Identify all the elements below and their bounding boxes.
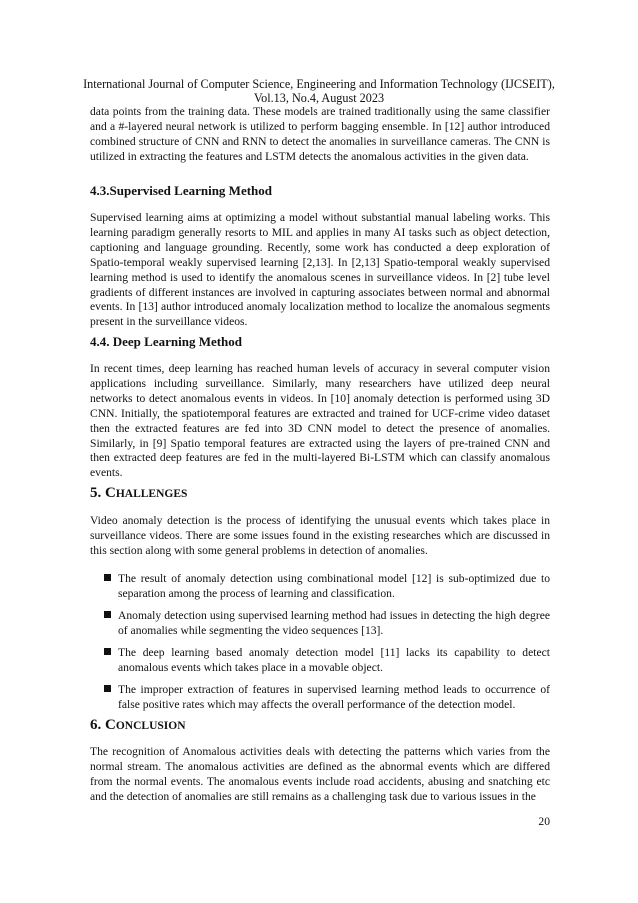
section-6-heading [90, 716, 186, 735]
intro-paragraph-block [90, 105, 550, 165]
list-item [90, 682, 550, 712]
list-item-text: The improper extraction of features in supervised learning method leads to occurrence of false positive rates which may affects the overall performance of the detection model. [118, 683, 550, 711]
section-5-heading [90, 484, 187, 503]
journal-volume-line: Vol.13, No.4, August 2023 [253, 91, 385, 105]
section-4-4-heading: 4.4. Deep Learning Method [90, 334, 243, 349]
section-4-3-heading: 4.3.Supervised Learning Method [90, 183, 273, 198]
list-item [90, 608, 550, 638]
section-5-number: 5. C [90, 485, 116, 501]
square-bullet-icon [104, 648, 111, 655]
section-5-body [90, 514, 550, 559]
intro-paragraph: data points from the training data. These models are trained traditionally using the same classifier and a #-layered neural network is utilized to perform bagging ensemble. In [12] author introduced combined structure of CNN and RNN to detect the anomalies in surveillance cameras. The CNN is utilized in extracting the features and LSTM detects the anomalous activities in the given data. [90, 105, 550, 163]
section-6-paragraph: The recognition of Anomalous activities deals with detecting the patterns which varies from the normal stream. The anomalous activities are defined as the abnormal events which are differed from the normal events. The anomalous events include road accidents, abusing and snatching etc and the detection of anomalies are still remains as a challenging task due to various issues in the [90, 745, 550, 803]
list-item-text: The result of anomaly detection using combinational model [12] is sub-optimized due to separation among the process of learning and classification. [118, 572, 550, 600]
list-item-text: The deep learning based anomaly detection model [11] lacks its capability to detect anomalous events which takes place in a movable object. [118, 646, 550, 674]
square-bullet-icon [104, 574, 111, 581]
section-4-4-body [90, 362, 550, 481]
section-6-title: ONCLUSION [115, 720, 186, 732]
section-5-paragraph: Video anomaly detection is the process of identifying the unusual events which takes place in surveillance videos. There are some issues found in the existing researches which are discussed in this section along with some general problems in detection of anomalies. [90, 514, 550, 557]
square-bullet-icon [104, 611, 111, 618]
section-4-3-body [90, 211, 550, 330]
section-5-title: HALLENGES [115, 488, 188, 500]
journal-title-line: International Journal of Computer Science, Engineering and Information Technology (IJCSEIT), [83, 77, 555, 91]
section-6-body [90, 745, 550, 805]
section-4-3-paragraph: Supervised learning aims at optimizing a model without substantial manual labeling works. This learning paradigm generally resorts to MIL and applies in many AI tasks such as object detection, captioning and language grounding. Recently, some work has conducted a deep exploration of Spatio-temporal weakly supervised learning [2,13]. In [2,13] Spatio-temporal weakly supervised learning method is used to identify the anomalous scenes in surveillance videos. In [2] tube level gradients of different instances are involved in capturing associates between normal and abnormal events. In [13] author introduced anomaly localization method to localize the anomalous segments present in the surveillance videos. [90, 211, 550, 329]
list-item [90, 571, 550, 601]
page-number: 20 [538, 815, 550, 828]
section-6-number: 6. C [90, 717, 116, 733]
list-item [90, 645, 550, 675]
square-bullet-icon [104, 685, 111, 692]
section-4-4-paragraph: In recent times, deep learning has reached human levels of accuracy in several computer vision applications including surveillance. Similarly, many researchers have utilized deep neural networks to detect anomalous events in videos. In [10] anomaly detection is performed using 3D CNN. Initially, the spatiotemporal features are extracted and trained for UCF-crime video dataset then the extracted features are fed into 3D CNN model to detect the presence of anomalies. Similarly, in [9] Spatio temporal features are extracted using the layers of pre-trained CNN and then extracted deep features are fed in the multi-layered Bi-LSTM which can classify anomalous events. [90, 362, 550, 480]
list-item-text: Anomaly detection using supervised learning method had issues in detecting the high degree of anomalies while segmenting the video sequences [13]. [118, 609, 550, 637]
journal-header [80, 77, 558, 105]
challenges-list [90, 571, 550, 719]
